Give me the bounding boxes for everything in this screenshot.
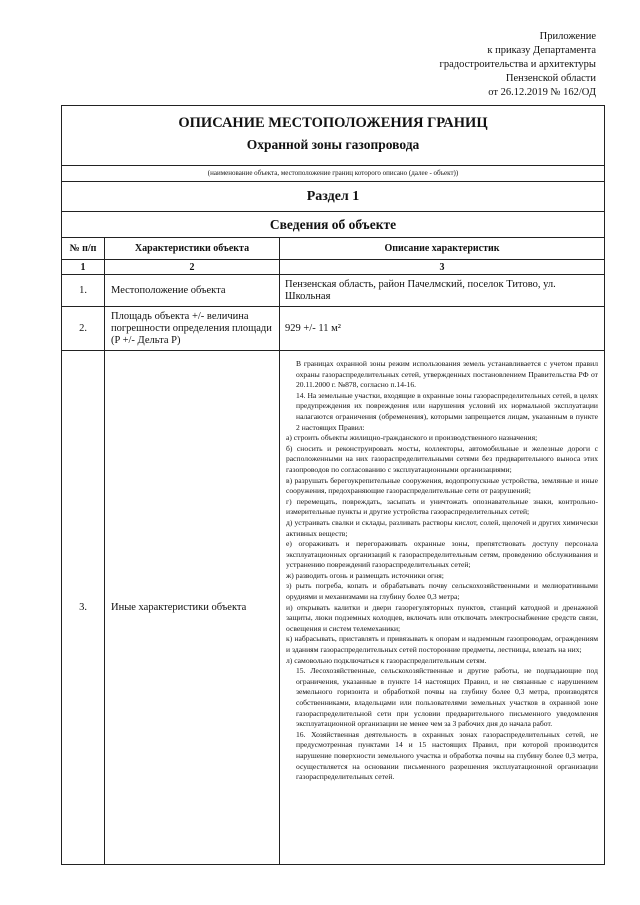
column-header-characteristic: Характеристики объекта xyxy=(105,238,280,259)
info-title: Сведения об объекте xyxy=(269,217,397,232)
table-row xyxy=(62,351,604,864)
page-title: ОПИСАНИЕ МЕСТОПОЛОЖЕНИЯ ГРАНИЦ xyxy=(178,115,488,131)
table-row xyxy=(62,275,604,307)
header-line: Приложение xyxy=(539,31,596,42)
restriction-paragraph: а) строить объекты жилищно-гражданского и производственного назначения; xyxy=(286,433,538,443)
restriction-paragraph: з) рыть погреба, копать и обрабатывать почву сельскохозяйственными и мелиоративными орудиями и механизмами на глубину более 0,3 метра; xyxy=(286,581,598,602)
column-number-row xyxy=(62,260,604,275)
row-characteristic: Иные характеристики объекта xyxy=(105,351,280,864)
row-characteristic: Местоположение объекта xyxy=(105,275,280,306)
restrictions-text xyxy=(286,359,598,783)
row-number: 3. xyxy=(62,351,105,864)
column-number: 1 xyxy=(62,260,105,274)
restriction-paragraph: б) сносить и реконструировать мосты, коллекторы, автомобильные и железные дороги с расположенными на них газораспределительными сетями без предварительного выноса этих газопроводов по согласованию с эксплуатационными организациями; xyxy=(286,443,598,474)
restriction-paragraph: л) самовольно подключаться к газораспределительным сетям. xyxy=(286,655,487,665)
object-caption: (наименование объекта, местоположение границ которого описано (далее - объект)) xyxy=(207,169,459,177)
row-characteristic: Площадь объекта +/- величина погрешности определения площади (P +/- Дельта P) xyxy=(105,307,280,350)
restriction-paragraph: 16. Хозяйственная деятельность в охранных зонах газораспределительных сетей, не предусмотренная пунктами 14 и 15 настоящих Правил, при которой производится нарушение поверхности земельного участка и обработка почвы на глубину более 0,3 метра, осуществляется на основании письменного разрешения эксплуатационной организации газораспределительных сетей. xyxy=(296,729,598,782)
header-line: от 26.12.2019 № 162/ОД xyxy=(488,87,596,98)
column-number: 3 xyxy=(439,261,445,273)
caption-block xyxy=(62,166,604,182)
table-row xyxy=(62,307,604,351)
boundary-description-form xyxy=(61,105,605,865)
restriction-paragraph: г) перемещать, повреждать, засыпать и уничтожать опознавательные знаки, контрольно-измерительные пункты и другие устройства газораспределительных сетей; xyxy=(286,496,598,517)
restriction-paragraph: В границах охранной зоны режим использования земель устанавливается с учетом правил охраны газораспределительных сетей, утвержденных постановлением Правительства РФ от 20.11.2000 г. №878, согласно п.14-16. xyxy=(296,359,598,390)
section-block xyxy=(62,182,604,212)
restriction-paragraph: 14. На земельные участки, входящие в охранные зоны газораспределительных сетей, в целях предупреждения их повреждения или нарушения условий их нормальной эксплуатации налагаются ограничения (обременения), которыми запрещается лицам, указанным в пункте 2 настоящих Правил: xyxy=(296,390,598,432)
column-number: 2 xyxy=(105,260,280,274)
restriction-paragraph: к) набрасывать, приставлять и привязывать к опорам и надземным газопроводам, ограждениям и зданиям газораспределительных сетей посторонние предметы, лестницы, влезать на них; xyxy=(286,634,598,655)
header-line: к приказу Департамента xyxy=(487,45,596,56)
row-number: 1. xyxy=(62,275,105,306)
document-header xyxy=(440,30,596,100)
restriction-paragraph: ж) разводить огонь и размещать источники огня; xyxy=(286,570,444,580)
header-line: Пензенской области xyxy=(505,73,596,84)
header-line: градостроительства и архитектуры xyxy=(439,59,596,70)
restriction-paragraph: и) открывать калитки и двери газорегуляторных пунктов, станций катодной и дренажной защиты, люки подземных колодцев, включать или отключать электроснабжение средств связи, освещения и систем телемеханики; xyxy=(286,602,598,633)
restriction-paragraph: 15. Лесохозяйственные, сельскохозяйственные и другие работы, не подпадающие под ограничения, указанные в пункте 14 настоящих Правил, и не связанные с нарушением земельного горизонта и обработкой почвы на глубину более 0,3 метра, производятся собственниками, владельцами или пользователями земельных участков в охранной зоне газораспределительной сети при условии предварительного письменного уведомления эксплуатационной организации не менее чем за 3 рабочих дня до начала работ. xyxy=(296,666,598,729)
table-header-row xyxy=(62,238,604,260)
info-title-block xyxy=(62,212,604,238)
column-header-number: № п/п xyxy=(62,238,105,259)
column-header-description: Описание характеристик xyxy=(384,243,500,254)
title-block xyxy=(62,106,604,166)
row-value: Пензенская область, район Пачелмский, поселок Титово, ул. Школьная xyxy=(285,279,556,302)
object-name: Охранной зоны газопровода xyxy=(246,137,420,152)
restriction-paragraph: в) разрушать берегоукрепительные сооружения, водопропускные устройства, земляные и иные сооружения, предохраняющие газораспределительные сети от разрушений; xyxy=(286,475,598,496)
restriction-paragraph: д) устраивать свалки и склады, разливать растворы кислот, солей, щелочей и других химически активных веществ; xyxy=(286,517,598,538)
section-title: Раздел 1 xyxy=(306,189,360,204)
row-number: 2. xyxy=(62,307,105,350)
row-value: 929 +/- 11 м² xyxy=(285,323,341,334)
restriction-paragraph: е) огораживать и перегораживать охранные зоны, препятствовать доступу персонала эксплуатационных организаций к газораспределительным сетям, проведению обслуживания и устранению повреждений газораспределительных сетей; xyxy=(286,539,598,570)
